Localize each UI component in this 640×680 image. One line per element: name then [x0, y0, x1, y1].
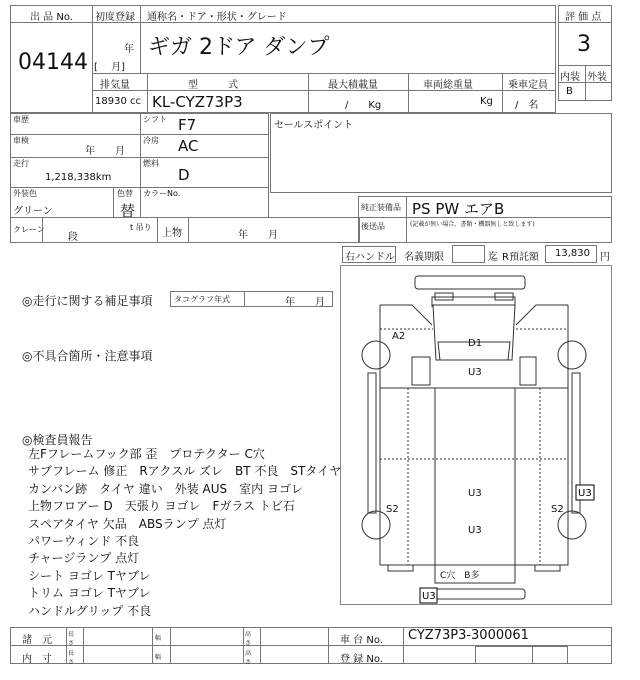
- damage-u3-bumper: U3: [422, 591, 436, 602]
- name-limit-label: 名義期限: [404, 252, 444, 263]
- damage-rear: C穴 B多: [440, 571, 480, 581]
- ac-label: 冷房: [143, 136, 159, 145]
- inner-width-label: 幅: [155, 654, 162, 661]
- damage-u3-mid: U3: [468, 488, 482, 499]
- report-line: スペアタイヤ 欠品 ABSランプ 点灯: [28, 516, 227, 531]
- damage-u3-front: U3: [468, 367, 482, 378]
- report-line: シート ヨゴレ Tヤブレ: [28, 568, 151, 583]
- score-label: 評 価 点: [565, 12, 602, 23]
- shift-value: F7: [178, 116, 197, 134]
- max-load: / Kg: [345, 100, 382, 111]
- fuel-cell: [140, 157, 269, 188]
- first-reg-label: 初度登録: [95, 12, 135, 23]
- report-title: ◎検査員報告: [22, 433, 93, 447]
- history-label: 車歴: [13, 115, 29, 124]
- year-label: 年: [124, 44, 134, 55]
- month-label: [ 月]: [94, 62, 125, 73]
- defects-title: ◎不具合箇所・注意事項: [22, 349, 153, 363]
- recycle-label: R預託額: [502, 252, 539, 263]
- height-label: 高さ: [245, 631, 252, 647]
- col-model: 型 式: [188, 80, 238, 91]
- report-line: トリム ヨゴレ Tヤブレ: [28, 586, 151, 601]
- col-displacement: 排気量: [100, 80, 130, 91]
- report-line: チャージランプ 点灯: [28, 551, 140, 566]
- equipment-value: PS PW エアB: [412, 200, 505, 218]
- crane-label: クレーン: [13, 225, 45, 234]
- report-line: 左Fフレームフック部 歪 プロテクター C穴: [28, 447, 265, 461]
- damage-u3-side: U3: [578, 488, 592, 499]
- tacho-label: タコグラフ年式: [174, 295, 230, 304]
- crane-ton: t 吊り: [130, 223, 152, 232]
- score-value: 3: [577, 32, 591, 57]
- inner-length-label: 長さ: [68, 650, 75, 666]
- recycle-value: 13,830: [555, 248, 590, 259]
- chassis-label: 車 台 No.: [340, 635, 383, 646]
- name-limit-field: [452, 245, 485, 263]
- col-max-load: 最大積載量: [328, 80, 378, 91]
- color-value: グリーン: [13, 206, 53, 217]
- inner-label: 内 寸: [22, 654, 52, 665]
- width-label: 幅: [155, 635, 162, 642]
- name-label: 通称名・ドア・形状・グレード: [147, 12, 287, 23]
- color-change-label: 色替: [117, 189, 133, 198]
- shift-label: シフト: [143, 115, 167, 124]
- dims-label: 諸 元: [22, 635, 52, 646]
- handle-label: 右ハンドル: [345, 252, 395, 263]
- length-label: 長さ: [68, 631, 75, 647]
- crane-stage: 段: [68, 232, 78, 243]
- lot-label: 出 品 No.: [30, 12, 73, 23]
- vehicle-damage-diagram: [340, 265, 612, 605]
- damage-d1: D1: [468, 338, 483, 349]
- reg-cell: [532, 646, 568, 664]
- color-change-value: 替: [120, 202, 136, 220]
- damage-u3-rear: U3: [468, 525, 482, 536]
- reg-label: 登 録 No.: [340, 654, 383, 665]
- ac-value: AC: [178, 137, 199, 155]
- reg-cell: [475, 646, 533, 664]
- ac-cell: [140, 134, 269, 158]
- col-gross-weight: 車両総重量: [423, 80, 473, 91]
- inspection-label: 車検: [13, 136, 29, 145]
- inner-height-label: 高さ: [245, 650, 252, 666]
- model-code: KL-CYZ73P3: [152, 93, 243, 111]
- until-label: 迄: [488, 252, 498, 263]
- inspection-value: 年 月: [85, 146, 125, 157]
- report-line: サブフレーム 修正 Rアクスル ズレ BT 不良 STタイヤ: [28, 464, 342, 479]
- mileage-label: 走行: [13, 159, 29, 168]
- exterior-label: 外装: [587, 72, 607, 83]
- damage-s2-left: S2: [386, 504, 399, 515]
- col-capacity: 乗車定員: [508, 80, 548, 91]
- interior-label: 内装: [560, 72, 580, 83]
- interior-grade: B: [566, 86, 573, 97]
- report-line: パワーウィンド 不良: [28, 534, 140, 549]
- later-note: (記載が無い場合、書類・機器無しと致します): [410, 221, 535, 228]
- report-line: カンバン跡 タイヤ 違い 外装 AUS 室内 ヨゴレ: [28, 481, 303, 496]
- later-label: 後送品: [361, 222, 385, 231]
- fuel-label: 燃料: [143, 159, 159, 168]
- report-line: 上物フロアー D 天張り ヨゴレ Fガラス トビ石: [28, 499, 295, 514]
- equipment-label: 純正装備品: [361, 203, 401, 212]
- tacho-value: 年 月: [285, 297, 325, 308]
- sales-point-label: セールスポイント: [274, 120, 354, 131]
- damage-a2: A2: [392, 331, 406, 342]
- report-line: ハンドルグリップ 不良: [28, 603, 152, 618]
- history-cell: [10, 113, 141, 135]
- chassis-number: CYZ73P3-3000061: [408, 628, 529, 643]
- capacity: / 名: [515, 100, 539, 111]
- mileage-notes-title: ◎走行に関する補足事項: [22, 294, 153, 308]
- yen-label: 円: [600, 252, 610, 263]
- damage-s2-right: S2: [551, 504, 564, 515]
- fuel-value: D: [178, 166, 190, 184]
- lot-number: 04144: [18, 50, 88, 75]
- car-name: ギガ 2ドア ダンプ: [148, 35, 330, 60]
- color-no-label: カラーNo.: [143, 189, 181, 198]
- report-list: [28, 446, 341, 620]
- body-label: 上物: [162, 228, 182, 239]
- mileage-value: 1,218,338km: [45, 172, 112, 183]
- color-label: 外装色: [13, 189, 37, 198]
- gross-weight: Kg: [480, 96, 493, 107]
- displacement: 18930 cc: [95, 96, 141, 107]
- body-date: 年 月: [238, 230, 278, 241]
